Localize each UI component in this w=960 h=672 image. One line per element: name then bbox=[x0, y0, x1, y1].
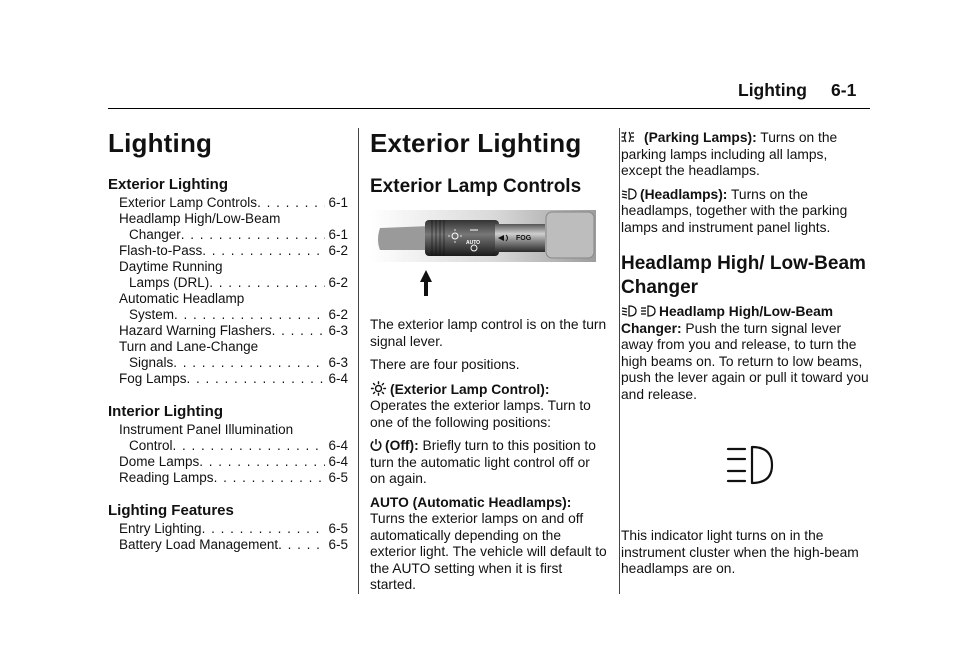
toc-leader-dots bbox=[181, 227, 326, 243]
exterior-lighting-column bbox=[370, 128, 608, 601]
toc-groups bbox=[108, 176, 348, 553]
toc-entry[interactable] bbox=[108, 454, 348, 470]
toc-group-list bbox=[108, 521, 348, 553]
toc-page-number: 6-2 bbox=[328, 307, 348, 322]
toc-entry-text: Control bbox=[129, 438, 173, 453]
toc-entry-text: Instrument Panel Illumination bbox=[119, 422, 294, 437]
toc-entry[interactable] bbox=[108, 470, 348, 486]
low-beam-icon bbox=[621, 304, 637, 318]
toc-page-number: 6-5 bbox=[328, 470, 348, 485]
toc-entry-text: Exterior Lamp Controls bbox=[119, 195, 258, 210]
toc-leader-dots bbox=[174, 307, 325, 323]
toc-page-number: 6-5 bbox=[328, 521, 348, 536]
toc-leader-dots bbox=[173, 355, 325, 371]
toc-leader-dots bbox=[278, 537, 325, 553]
paragraph-off: (Off): Briefly turn to this position to turn the automatic light control off or on again. bbox=[370, 438, 596, 486]
toc-page-number: 6-4 bbox=[328, 454, 348, 469]
toc-entry-text: Daytime Running bbox=[119, 259, 223, 274]
paragraph-positions: There are four positions. bbox=[370, 357, 520, 372]
header-rule bbox=[108, 108, 870, 109]
toc-entry[interactable] bbox=[108, 259, 348, 291]
toc-page-number: 6-4 bbox=[328, 371, 348, 386]
power-off-icon bbox=[370, 438, 382, 452]
auto-label: AUTO bbox=[466, 240, 481, 246]
paragraph-high-low-beam: Headlamp High/Low-Beam Changer: Push the turn signal lever away from you and release, to turn the high beams on. To return to low beams, push the lever again or pull it toward you and release. bbox=[621, 304, 869, 402]
toc-entry-text: System bbox=[129, 307, 175, 322]
toc-entry-text: Hazard Warning Flashers bbox=[119, 323, 272, 338]
toc-group-heading: Exterior Lighting bbox=[108, 176, 228, 193]
toc-leader-dots bbox=[257, 195, 325, 211]
toc-page-number: 6-5 bbox=[328, 537, 348, 552]
toc-leader-dots bbox=[202, 243, 325, 259]
toc-entry-text: Signals bbox=[129, 355, 174, 370]
toc-leader-dots bbox=[209, 275, 325, 291]
paragraph-indicator-light: This indicator light turns on in the instrument cluster when the high-beam headlamps are on. bbox=[621, 528, 859, 576]
paragraph-auto: AUTO (Automatic Headlamps): Turns the exterior lamps on and off automatically depending on the exterior light. The vehicle will default to the AUTO setting when it is first started. bbox=[370, 494, 607, 592]
toc-entry-text: Dome Lamps bbox=[119, 454, 200, 469]
toc-entry[interactable] bbox=[108, 371, 348, 387]
paragraph-exterior-lamp-control: (Exterior Lamp Control): Operates the exterior lamps. Turn to one of the following positions: bbox=[370, 381, 591, 430]
paragraph-lever: The exterior lamp control is on the turn signal lever. bbox=[370, 317, 607, 349]
toc-entry[interactable] bbox=[108, 323, 348, 339]
toc-leader-dots bbox=[214, 470, 326, 486]
toc-entry-text: Entry Lighting bbox=[119, 521, 202, 536]
high-beam-icon bbox=[640, 304, 656, 318]
toc-group-heading: Lighting Features bbox=[108, 502, 234, 519]
page-header bbox=[738, 80, 856, 101]
toc-entry[interactable] bbox=[108, 291, 348, 323]
toc-page-number: 6-3 bbox=[328, 355, 348, 370]
toc-leader-dots bbox=[202, 521, 326, 537]
toc-entry[interactable] bbox=[108, 195, 348, 211]
toc-entry-text: Lamps (DRL) bbox=[129, 275, 210, 290]
toc-entry-text: Reading Lamps bbox=[119, 470, 214, 485]
toc-leader-dots bbox=[272, 323, 326, 339]
low-beam-icon bbox=[621, 187, 637, 201]
toc-leader-dots bbox=[187, 371, 326, 387]
up-arrow-icon bbox=[420, 270, 432, 296]
toc-page-number: 6-1 bbox=[328, 195, 348, 210]
toc-page-number: 6-2 bbox=[328, 243, 348, 258]
toc-entry[interactable] bbox=[108, 521, 348, 537]
toc-entry-text: Battery Load Management bbox=[119, 537, 279, 552]
toc-entry-text: Changer bbox=[129, 227, 181, 242]
exterior-lamp-icon bbox=[370, 381, 387, 396]
toc-entry-text: Turn and Lane-Change bbox=[119, 339, 259, 354]
column-divider-1 bbox=[358, 128, 359, 594]
toc-entry[interactable] bbox=[108, 211, 348, 243]
fog-label: FOG bbox=[516, 235, 532, 242]
toc-leader-dots bbox=[173, 438, 326, 454]
toc-group-list bbox=[108, 422, 348, 486]
toc-entry[interactable] bbox=[108, 339, 348, 371]
paragraph-parking-lamps: (Parking Lamps): Turns on the parking lamps including all lamps, except the headlamps. bbox=[621, 130, 838, 178]
toc-entry-text: Headlamp High/Low-Beam bbox=[119, 211, 281, 226]
section-title: Exterior Lighting bbox=[370, 128, 582, 158]
toc-title: Lighting bbox=[108, 128, 213, 158]
toc-page-number: 6-1 bbox=[328, 227, 348, 242]
paragraph-headlamps: (Headlamps): Turns on the headlamps, together with the parking lamps and instrument panel lights. bbox=[621, 186, 848, 235]
toc-page-number: 6-4 bbox=[328, 438, 348, 453]
toc-entry-text: Fog Lamps bbox=[119, 371, 187, 386]
lamp-control-figure bbox=[370, 210, 608, 303]
toc-page-number: 6-3 bbox=[328, 323, 348, 338]
header-page-number: 6-1 bbox=[831, 80, 857, 100]
toc-group-list bbox=[108, 195, 348, 387]
turn-signal-lever-image bbox=[370, 210, 596, 298]
toc-entry-text: Flash-to-Pass bbox=[119, 243, 203, 258]
headlamp-changer-heading: Headlamp High/ Low-Beam Changer bbox=[621, 253, 866, 298]
toc-leader-dots bbox=[199, 454, 325, 470]
headlamp-column bbox=[621, 130, 871, 585]
toc-column bbox=[108, 128, 348, 553]
toc-group-heading: Interior Lighting bbox=[108, 403, 223, 420]
high-beam-indicator-figure bbox=[726, 443, 871, 492]
high-beam-indicator-icon bbox=[726, 443, 776, 487]
parking-lamps-icon bbox=[621, 130, 641, 144]
header-section: Lighting bbox=[738, 80, 808, 100]
toc-page-number: 6-2 bbox=[328, 275, 348, 290]
toc-entry[interactable] bbox=[108, 243, 348, 259]
toc-entry[interactable] bbox=[108, 422, 348, 454]
subsection-title: Exterior Lamp Controls bbox=[370, 176, 582, 197]
toc-entry-text: Automatic Headlamp bbox=[119, 291, 245, 306]
column-divider-2 bbox=[619, 128, 620, 594]
toc-entry[interactable] bbox=[108, 537, 348, 553]
